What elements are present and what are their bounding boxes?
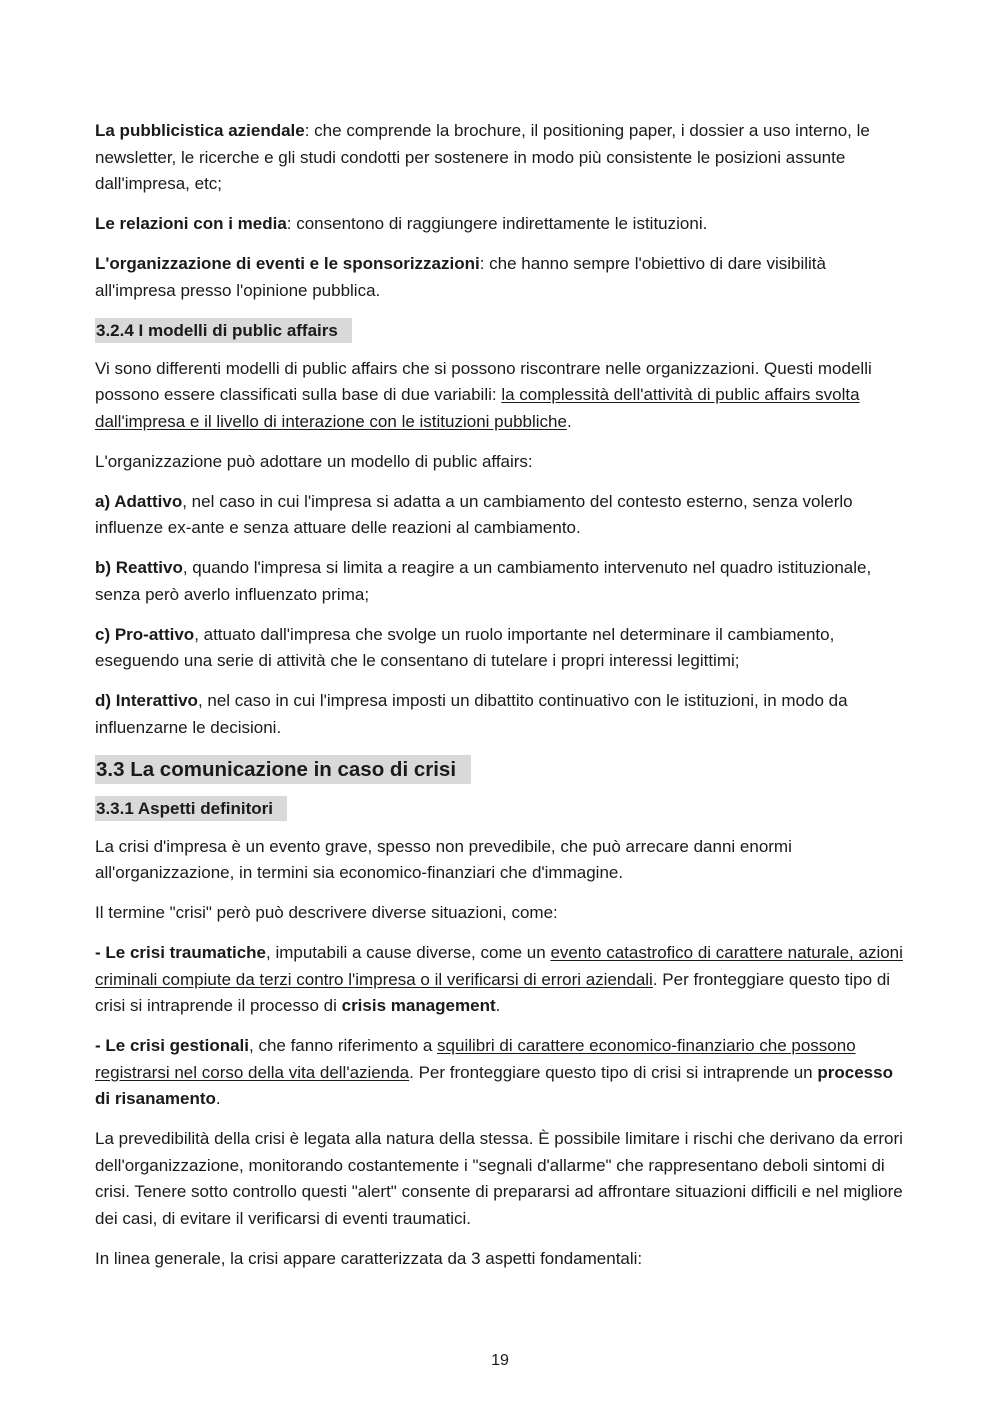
list-item-reattivo — [95, 555, 907, 608]
text-pubblicistica: : che comprende la brochure, il positioning paper, i dossier a uso interno, le newsletter, le ricerche e gli studi condotti per sostenere in modo più consistente le posizioni assunte dall'impresa, etc; — [95, 121, 870, 193]
paragraph-aspetti-fondamentali: In linea generale, la crisi appare caratterizzata da 3 aspetti fondamentali: — [95, 1248, 643, 1268]
list-item-adattivo — [95, 489, 907, 542]
underlined-gestionali: squilibri di carattere economico-finanziario che possono registrarsi nel corso della vita dell'azienda — [95, 1036, 856, 1082]
heading-3-3-1: 3.3.1 Aspetti definitori — [95, 796, 287, 821]
term-pro-attivo: c) Pro-attivo — [95, 624, 195, 644]
text-traumatiche-2: . Per fronteggiare questo tipo di crisi si intraprende il processo di — [95, 969, 891, 1015]
paragraph-termine-crisi: Il termine "crisi" però può descrivere diverse situazioni, come: — [95, 903, 558, 922]
term-eventi: L'organizzazione di eventi e le sponsorizzazioni — [95, 254, 480, 273]
term-relazioni-media: Le relazioni con i media — [95, 214, 287, 233]
paragraph-eventi — [95, 251, 907, 304]
term-adattivo: a) Adattivo — [95, 491, 183, 511]
text-eventi: : che hanno sempre l'obiettivo di dare visibilità all'impresa presso l'opinione pubblica. — [95, 254, 826, 300]
list-item-interattivo — [95, 688, 907, 741]
text-relazioni-media: : consentono di raggiungere indirettamente le istituzioni. — [286, 214, 708, 233]
paragraph-relazioni-media — [95, 211, 907, 238]
paragraph-modelli — [95, 356, 907, 436]
text-interattivo: , nel caso in cui l'impresa imposti un dibattito continuativo con le istituzioni, in modo da influenzarne le decisioni. — [95, 691, 848, 737]
text-adattivo: , nel caso in cui l'impresa si adatta a un cambiamento del contesto esterno, senza volerlo influenze ex-ante e senza attuare delle reazioni al cambiamento. — [95, 491, 853, 537]
term-pubblicistica: La pubblicistica aziendale — [95, 121, 305, 140]
list-item-pro-attivo — [95, 622, 907, 675]
paragraph-crisi-gestionali — [95, 1033, 907, 1113]
term-crisis-management: crisis management — [341, 996, 496, 1015]
term-reattivo: b) Reattivo — [95, 558, 183, 577]
text-gestionali-2: . Per fronteggiare questo tipo di crisi si intraprende un — [409, 1062, 818, 1082]
text-pro-attivo: , attuato dall'impresa che svolge un ruolo importante nel determinare il cambiamento, eseguendo una serie di attività che le consentano di tutelare i propri interessi legittimi; — [95, 624, 835, 670]
text-modelli-2: . — [566, 411, 572, 431]
term-crisi-gestionali: - Le crisi gestionali — [95, 1036, 249, 1055]
term-processo-risanamento: processo di risanamento — [95, 1062, 893, 1108]
text-reattivo: , quando l'impresa si limita a reagire a un cambiamento intervenuto nel quadro istituzionale, senza però averlo influenzato prima; — [95, 558, 872, 604]
term-crisi-traumatiche: - Le crisi traumatiche — [95, 943, 267, 962]
paragraph-pubblicistica — [95, 118, 907, 198]
document-page — [95, 118, 907, 1286]
underlined-variabili: la complessità dell'attività di public affairs svolta dall'impresa e il livello di interazione con le istituzioni pubbliche — [95, 385, 860, 431]
heading-3-3: 3.3 La comunicazione in caso di crisi — [95, 755, 471, 784]
page-number: 19 — [491, 1352, 509, 1369]
text-gestionali-3: . — [215, 1089, 221, 1108]
text-traumatiche-1: , imputabili a cause diverse, come un — [266, 943, 551, 962]
heading-3-2-4: 3.2.4 I modelli di public affairs — [95, 318, 352, 343]
text-traumatiche-3: . — [495, 996, 501, 1015]
paragraph-modello-intro: L'organizzazione può adottare un modello di public affairs: — [95, 451, 533, 471]
paragraph-prevedibilita: La prevedibilità della crisi è legata alla natura della stessa. È possibile limitare i rischi che derivano da errori dell'organizzazione, monitorando costantemente i "segnali d'allarme" che rappresentano deboli sintomi di crisi. Tenere sotto controllo questi "alert" consente di prepararsi ad affrontare situazioni difficili e nel migliore dei casi, di evitare il verificarsi di eventi traumatici. — [95, 1129, 903, 1228]
text-modelli-1: Vi sono differenti modelli di public affairs che si possono riscontrare nelle organizzazioni. Questi modelli possono essere classificati sulla base di due variabili: — [95, 358, 872, 404]
paragraph-crisi-traumatiche — [95, 940, 907, 1020]
term-interattivo: d) Interattivo — [95, 691, 198, 710]
text-gestionali-1: , che fanno riferimento a — [249, 1036, 438, 1055]
underlined-traumatiche: evento catastrofico di carattere naturale, azioni criminali compiute da terzi contro l'impresa o il verificarsi di errori aziendali — [95, 943, 903, 989]
paragraph-crisi-definizione: La crisi d'impresa è un evento grave, spesso non prevedibile, che può arrecare danni enormi all'organizzazione, in termini sia economico-finanziari che d'immagine. — [95, 836, 792, 882]
